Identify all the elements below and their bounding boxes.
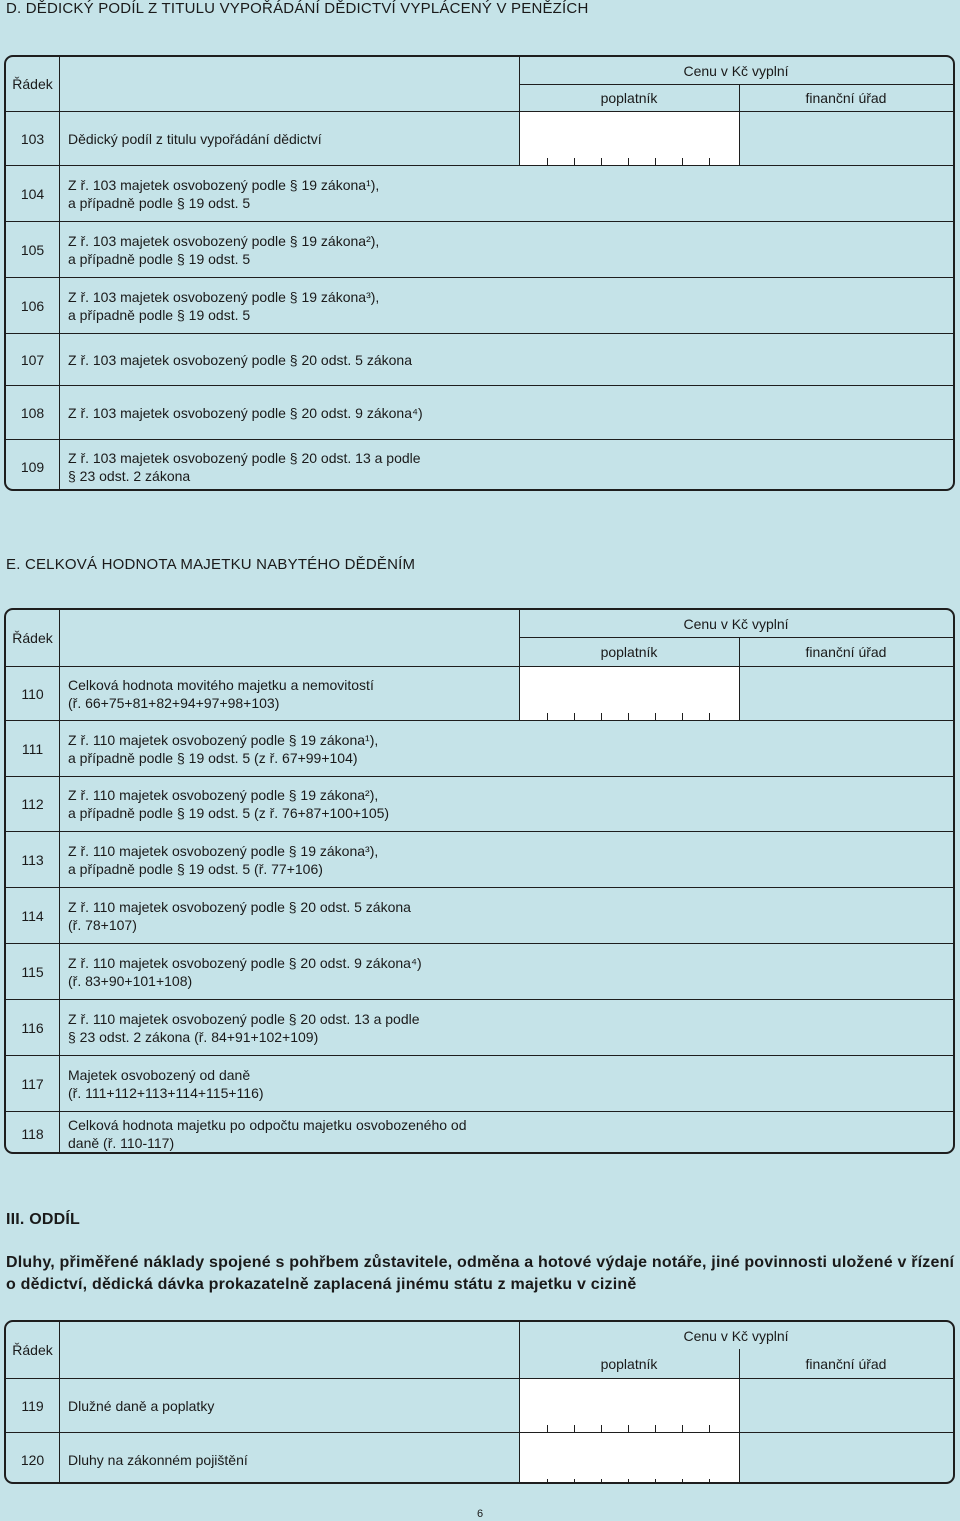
row-number: 119 <box>21 1397 44 1414</box>
table-row <box>6 385 953 439</box>
row-number: 110 <box>21 685 44 702</box>
header-payer-label: poplatník <box>600 89 658 106</box>
header-price-label: Cenu v Kč vyplní <box>683 615 789 632</box>
table-row <box>6 1055 953 1111</box>
table-row <box>6 1432 953 1484</box>
row-description: Z ř. 110 majetek osvobozený podle § 19 zákona³), a případně podle § 19 odst. 5 (ř. 77+106) <box>68 842 379 877</box>
table-row <box>6 165 953 221</box>
row-number: 112 <box>21 796 44 812</box>
row-number: 111 <box>21 740 44 757</box>
header-row-label: Řádek <box>12 76 53 92</box>
row-description: Z ř. 103 majetek osvobozený podle § 19 zákona²), a případně podle § 19 odst. 5 <box>68 232 380 267</box>
row-number: 103 <box>20 130 45 147</box>
table-row <box>6 831 953 887</box>
section-e-table <box>4 608 955 1154</box>
header-row-label: Řádek <box>12 1342 53 1358</box>
table-row <box>6 333 953 385</box>
row-description: Z ř. 103 majetek osvobozený podle § 19 zákona¹), a případně podle § 19 odst. 5 <box>68 176 380 211</box>
digit-ticks <box>519 1425 739 1432</box>
payer-value-field[interactable] <box>519 1433 739 1484</box>
table-row <box>6 221 953 277</box>
digit-ticks <box>519 1479 739 1484</box>
section-d-title: D. DĚDICKÝ PODÍL Z TITULU VYPOŘÁDÁNÍ DĚDICTVÍ VYPLÁCENÝ V PENĚZÍCH <box>6 0 589 17</box>
row-number: 115 <box>21 963 44 980</box>
row-description: Z ř. 110 majetek osvobozený podle § 19 zákona²), a případně podle § 19 odst. 5 (z ř. 76+87+100+105) <box>68 787 390 821</box>
row-description: Majetek osvobozený od daně (ř. 111+112+113+114+115+116) <box>68 1066 264 1101</box>
table-row <box>6 277 953 333</box>
row-description: Z ř. 103 majetek osvobozený podle § 20 odst. 9 zákona⁴) <box>68 404 423 421</box>
header-payer-label: poplatník <box>600 643 658 660</box>
row-description: Dědický podíl z titulu vypořádání dědictví <box>68 130 322 147</box>
row-description: Dluhy na zákonném pojištění <box>68 1451 248 1468</box>
row-number: 108 <box>20 404 45 421</box>
table-row <box>6 776 953 831</box>
row-number: 105 <box>20 241 45 258</box>
header-payer-label: poplatník <box>600 1355 658 1372</box>
table-row <box>6 439 953 491</box>
table-row <box>6 666 953 720</box>
row-description: Z ř. 110 majetek osvobozený podle § 20 odst. 5 zákona (ř. 78+107) <box>68 898 411 933</box>
row-number: 116 <box>21 1019 44 1036</box>
row-number: 117 <box>21 1075 44 1092</box>
header-row-label: Řádek <box>12 630 53 646</box>
row-number: 104 <box>20 185 45 202</box>
row-number: 118 <box>21 1126 44 1142</box>
table-row <box>6 999 953 1055</box>
section-iii-title: III. ODDÍL <box>6 1211 80 1228</box>
table-row <box>6 111 953 165</box>
header-office-label: finanční úřad <box>805 1355 887 1372</box>
header-office-label: finanční úřad <box>805 643 887 660</box>
row-description: Celková hodnota majetku po odpočtu majetku osvobozeného od daně (ř. 110-117) <box>68 1117 467 1151</box>
row-number: 120 <box>20 1451 45 1468</box>
row-description: Z ř. 103 majetek osvobozený podle § 19 zákona³), a případně podle § 19 odst. 5 <box>68 288 380 323</box>
table-row <box>6 1378 953 1432</box>
row-description: Z ř. 103 majetek osvobozený podle § 20 odst. 13 a podle § 23 odst. 2 zákona <box>68 449 421 484</box>
table-row <box>6 1111 953 1154</box>
table-row <box>6 720 953 776</box>
row-description: Z ř. 110 majetek osvobozený podle § 19 zákona¹), a případně podle § 19 odst. 5 (z ř. 67+99+104) <box>68 731 379 766</box>
section-iii-description: Dluhy, přiměřené náklady spojené s pohřbem zůstavitele, odměna a hotové výdaje notáře, jiné povinnosti uložené v řízení o dědictví, dědická dávka prokazatelně zaplacená jinému státu z majetku v cizině <box>6 1254 955 1293</box>
section-d-table <box>4 55 955 491</box>
row-description: Dlužné daně a poplatky <box>68 1397 215 1414</box>
section-e-title: E. CELKOVÁ HODNOTA MAJETKU NABYTÉHO DĚDĚNÍM <box>6 556 416 573</box>
header-office-label: finanční úřad <box>805 89 887 106</box>
row-number: 106 <box>20 297 45 314</box>
section-iii-table <box>4 1320 955 1484</box>
table-row <box>6 943 953 999</box>
row-number: 107 <box>20 351 45 368</box>
row-description: Celková hodnota movitého majetku a nemovitostí (ř. 66+75+81+82+94+97+98+103) <box>68 676 374 711</box>
row-number: 114 <box>21 907 44 924</box>
digit-ticks <box>519 713 739 720</box>
row-number: 113 <box>21 851 44 868</box>
row-number: 109 <box>20 458 45 475</box>
header-price-label: Cenu v Kč vyplní <box>683 62 789 79</box>
header-price-label: Cenu v Kč vyplní <box>683 1327 789 1344</box>
row-description: Z ř. 110 majetek osvobozený podle § 20 odst. 9 zákona⁴) (ř. 83+90+101+108) <box>68 954 422 989</box>
digit-ticks <box>519 158 739 165</box>
table-row <box>6 887 953 943</box>
page-number: 6 <box>476 1508 484 1520</box>
row-description: Z ř. 110 majetek osvobozený podle § 20 odst. 13 a podle § 23 odst. 2 zákona (ř. 84+91+102+109) <box>68 1010 420 1045</box>
row-description: Z ř. 103 majetek osvobozený podle § 20 odst. 5 zákona <box>68 351 412 368</box>
